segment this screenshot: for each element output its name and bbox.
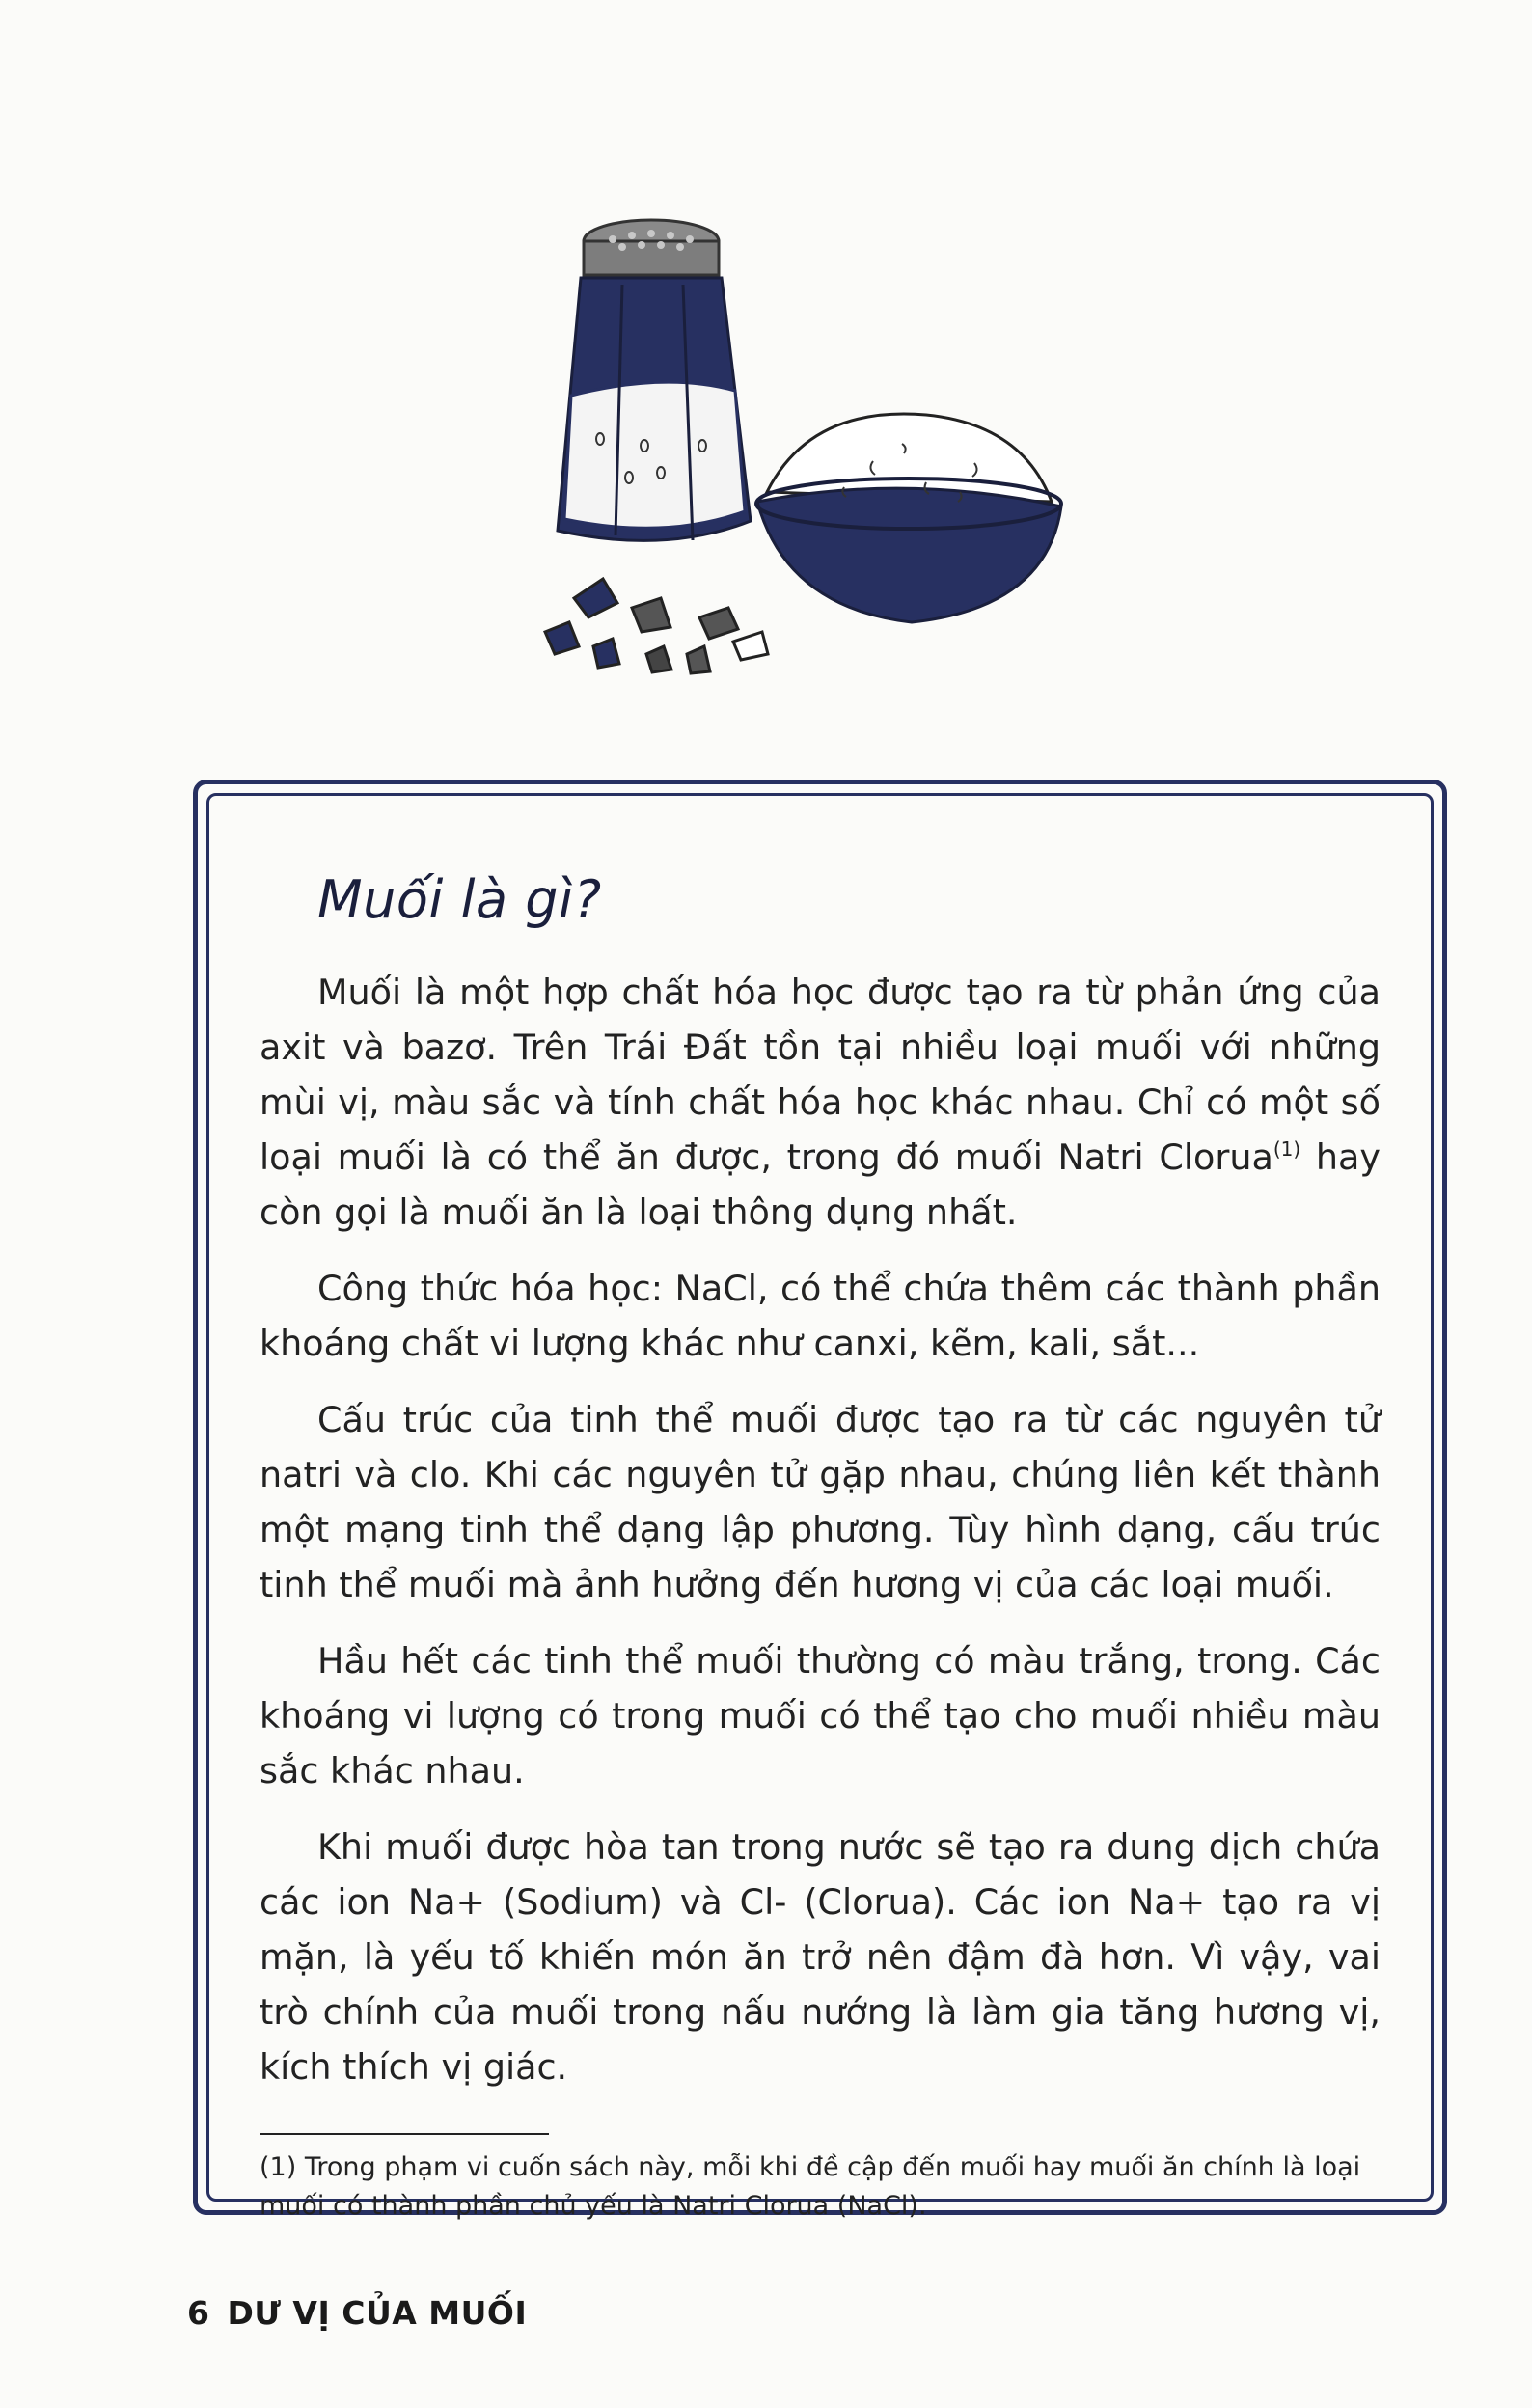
paragraph-color: Hầu hết các tinh thể muối thường có màu trắng, trong. Các khoáng vi lượng có trong muối có thể tạo cho muối nhiều màu sắc khác nhau. bbox=[260, 1640, 1381, 1792]
footnote-divider bbox=[260, 2133, 549, 2135]
info-box bbox=[206, 793, 1434, 2221]
salt-shaker-icon bbox=[558, 220, 751, 540]
salt-crystals-icon bbox=[545, 579, 768, 673]
paragraph-definition-text-a: Muối là một hợp chất hóa học được tạo ra từ phản ứng của axit và bazơ. Trên Trái Đất tồn tại nhiều loại muối với những mùi vị, màu sắc và tính chất hóa học khác nhau. Chỉ có một số loại muối là có thể ăn được, trong đó muối Natri Clorua bbox=[260, 971, 1381, 1178]
paragraph-formula: Công thức hóa học: NaCl, có thể chứa thêm các thành phần khoáng chất vi lượng khác như canxi, kẽm, kali, sắt... bbox=[260, 1268, 1381, 1364]
paragraph-dissolution: Khi muối được hòa tan trong nước sẽ tạo ra dung dịch chứa các ion Na+ (Sodium) và Cl- (Clorua). Các ion Na+ tạo ra vị mặn, là yếu tố khiến món ăn trở nên đậm đà hơn. Vì vậy, vai trò chính của muối trong nấu nướng là làm gia tăng hương vị, kích thích vị giác. bbox=[260, 1826, 1381, 2088]
footnote-marker: (1) bbox=[1272, 1137, 1301, 1161]
paragraph-definition-text-b: hay còn gọi là muối ăn là loại thông dụng nhất. bbox=[260, 1136, 1381, 1233]
paragraph-definition bbox=[260, 965, 1381, 1240]
salt-illustration bbox=[521, 193, 1119, 704]
box-title: Muối là gì? bbox=[317, 869, 602, 930]
salt-bowl-icon bbox=[756, 414, 1061, 622]
footnote: (1) Trong phạm vi cuốn sách này, mỗi khi đề cập đến muối hay muối ăn chính là loại muối có thành phần chủ yếu là Natri Clorua (NaCl). bbox=[260, 2152, 1361, 2221]
page-number: 6 bbox=[187, 2294, 210, 2332]
book-title: DƯ VỊ CỦA MUỐI bbox=[227, 2294, 528, 2332]
paragraph-structure: Cấu trúc của tinh thể muối được tạo ra từ các nguyên tử natri và clo. Khi các nguyên tử gặp nhau, chúng liên kết thành một mạng tinh thể dạng lập phương. Tùy hình dạng, cấu trúc tinh thể muối mà ảnh hưởng đến hương vị của các loại muối. bbox=[260, 1399, 1381, 1605]
page-footer bbox=[187, 2294, 527, 2332]
